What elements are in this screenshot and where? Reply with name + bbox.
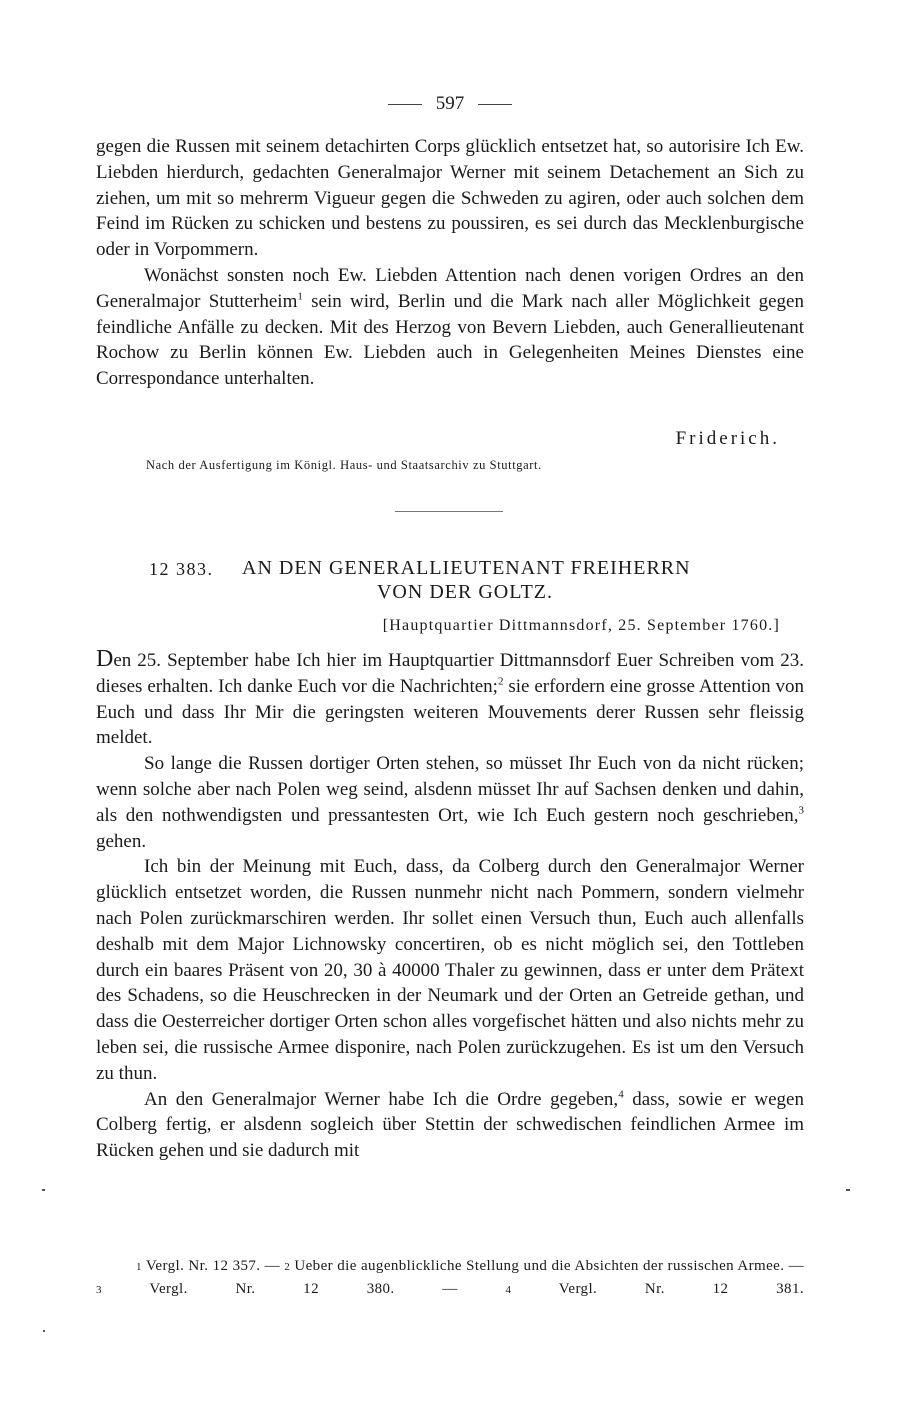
- letter-number: 12 383.: [149, 559, 214, 579]
- scan-speck: [43, 1330, 45, 1332]
- scan-speck: [846, 1189, 850, 1191]
- paragraph: Ich bin der Meinung mit Euch, dass, da Colberg durch den Generalmajor Werner glücklich entsetzet worden, die Russen nunmehr nicht nach Pommern, sondern vielmehr nach Polen zurückmarschiren werden. Ihr sollet einen Versuch thun, Euch auch allenfalls deshalb mit dem Major Lichnowsky concertiren, ob es nicht möglich sei, den Tottleben durch ein baares Präsent von 20, 30 à 40000 Thaler zu gewinnen, dass er unter dem Prätext des Schadens, so die Heuschrecken in der Neumark und der Orten an Getreide gethan, und dass die Oesterreicher dortiger Orten schon alles vorgefischet hätten und also nichts mehr zu leben sei, die russische Armee disponire, nach Polen zurückzugehen. Es ist um den Versuch zu thun.: [96, 856, 804, 1084]
- page-number-header: [96, 93, 804, 115]
- footnote-ref: 2: [497, 675, 504, 688]
- left-rule: [388, 104, 422, 105]
- initial-letter: D: [96, 646, 114, 672]
- footnotes: [96, 1255, 804, 1301]
- footnote-text: 1 Vergl. Nr. 12 357. — 2 Ueber die augenblickliche Stellung und die Absichten der russischen Armee. — 3 Vergl. Nr. 12 380. — 4 Vergl. Nr. 12 381.: [96, 1258, 804, 1297]
- paragraph: Wonächst sonsten noch Ew. Liebden Attention nach denen vorigen Ordres an den Generalmajor Stutterheim$^1$ sein wird, Berlin und die Mark nach aller Möglichkeit gegen feindliche Anfälle zu decken. Mit des Herzog von Bevern Liebden, auch Generallieutenant Rochow zu Berlin können Ew. Liebden auch in Gelegenheiten Meines Dienstes eine Correspondance unterhalten.: [96, 264, 804, 390]
- paragraph: Den 25. September habe Ich hier im Hauptquartier Dittmannsdorf Euer Schreiben vom 23. dieses erhalten. Ich danke Euch vor die Nachrichten;$^2$ sie erfordern eine grosse Attention von Euch und dass Ihr Mir die geringsten weiteren Mouvements derer Russen sehr fleissig meldet.: [96, 646, 804, 749]
- page-number: 597: [435, 93, 465, 114]
- paragraph: An den Generalmajor Werner habe Ich die Ordre gegeben,$^4$ dass, sowie er wegen Colberg fertig, er alsdenn sogleich über Stettin der schwedischen feindlichen Armee im Rücken gehen und sie dadurch mit: [96, 1088, 804, 1162]
- letter-title: AN DEN GENERALLIEUTENANT FREIHERRN: [242, 557, 691, 579]
- footnote-ref: 1: [297, 290, 303, 303]
- separator-rule: [395, 511, 503, 512]
- scan-speck: [42, 1189, 45, 1191]
- dateline: [Hauptquartier Dittmannsdorf, 25. September 1760.]: [382, 617, 780, 634]
- source-note: Nach der Ausfertigung im Königl. Haus- und Staatsarchiv zu Stuttgart.: [146, 458, 542, 472]
- continued-letter-text: [96, 134, 804, 392]
- letter-body: [96, 647, 804, 1164]
- footnote-ref: 3: [798, 804, 804, 817]
- signature: Friderich.: [675, 428, 780, 449]
- letter-title-line2: VON DER GOLTZ.: [376, 581, 554, 603]
- paragraph: So lange die Russen dortiger Orten stehen, so müsset Ihr Euch von da nicht rücken; wenn solche aber nach Polen weg seind, alsdenn müsset Ihr auf Sachsen denken und dahin, als den nothwendigsten und pressantesten Ort, wie Ich Euch gestern noch geschrieben,$^3$ gehen.: [96, 753, 804, 852]
- paragraph: gegen die Russen mit seinem detachirten Corps glücklich entsetzet hat, so autorisire Ich Ew. Liebden hierdurch, gedachten Generalmajor Werner mit seinem Detachement an Sich zu ziehen, um mit so mehrerm Vigueur gegen die Schweden zu agiren, oder auch solchen dem Feind im Rücken zu schicken und bestens zu poussiren, es sei durch das Mecklenburgische oder in Vorpommern.: [96, 136, 804, 261]
- footnote-ref: 4: [618, 1088, 624, 1101]
- right-rule: [478, 104, 512, 105]
